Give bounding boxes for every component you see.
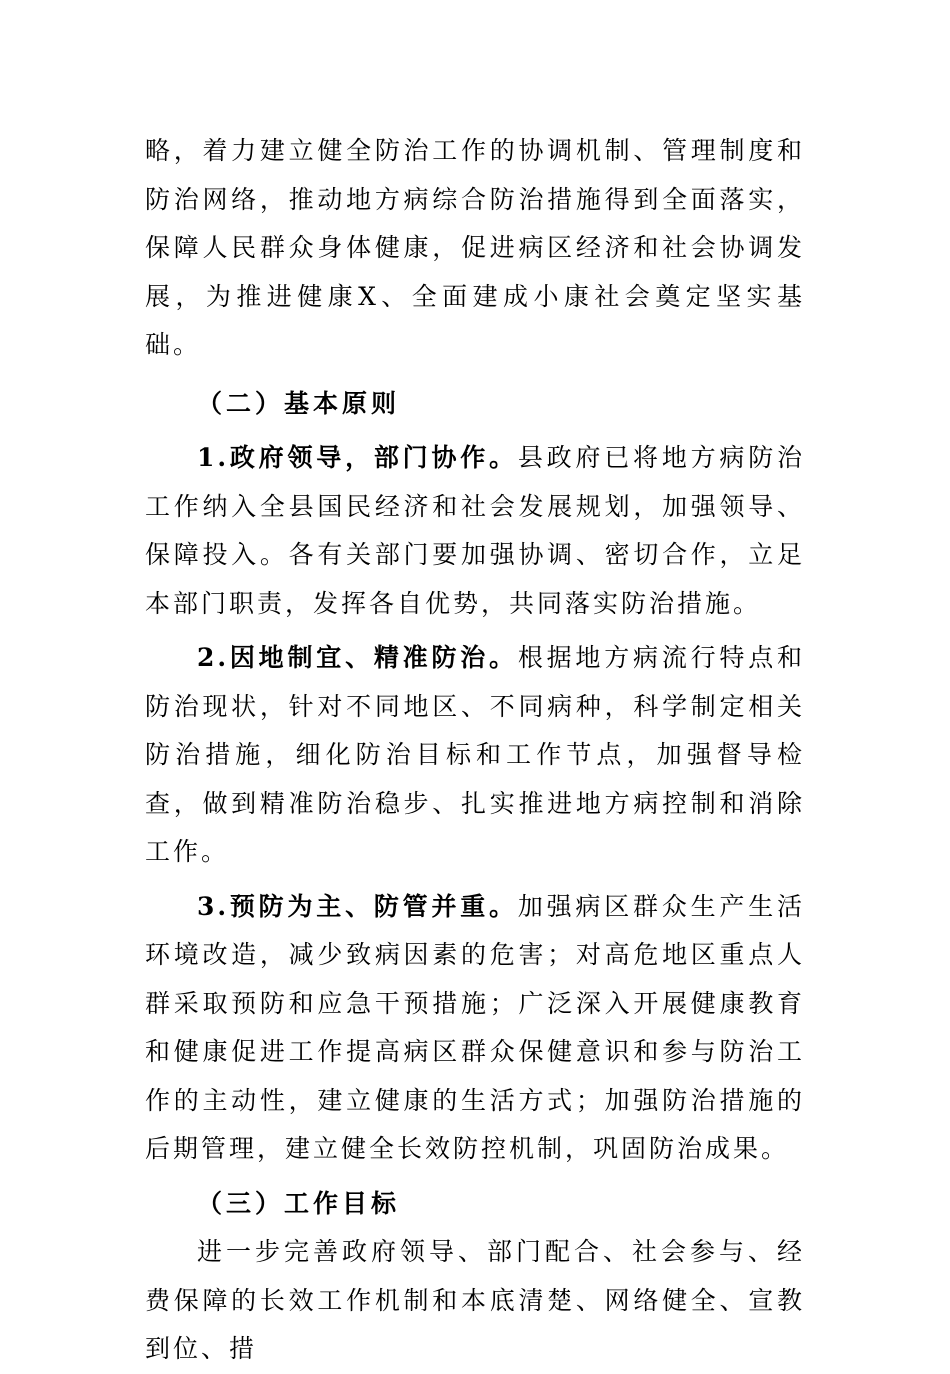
principle-3-title: 3.预防为主、防管并重。 (197, 891, 518, 921)
goals-paragraph: 进一步完善政府领导、部门配合、社会参与、经费保障的长效工作机制和本底清楚、网络健全、宣教到位、措 (145, 1237, 805, 1363)
principle-item-3 (145, 883, 805, 1174)
principle-1-text: 县政府已将地方病防治工作纳入全县国民经济和社会发展规划，加强领导、保障投入。各有关部门要加强协调、密切合作，立足本部门职责，发挥各自优势，共同落实防治措施。 (145, 443, 805, 618)
principle-2-title: 2.因地制宜、精准防治。 (197, 643, 518, 672)
principle-1-title: 1.政府领导，部门协作。 (197, 443, 518, 472)
principle-item-2 (145, 634, 805, 877)
section-heading-goals: （三）工作目标 (197, 1188, 401, 1218)
section-heading-principles: （二）基本原则 (197, 388, 401, 418)
intro-paragraph: 略，着力建立健全防治工作的协调机制、管理制度和防治网络，推动地方病综合防治措施得到全面落实，保障人民群众身体健康，促进病区经济和社会协调发展，为推进健康X、全面建成小康社会奠定坚实基础。 (145, 136, 805, 359)
principle-item-1 (145, 434, 805, 628)
document-body (145, 127, 805, 1374)
principle-2-text: 根据地方病流行特点和防治现状，针对不同地区、不同病种，科学制定相关防治措施，细化防治目标和工作节点，加强督导检查，做到精准防治稳步、扎实推进地方病控制和消除工作。 (145, 643, 805, 866)
principle-3-text: 加强病区群众生产生活环境改造，减少致病因素的危害；对高危地区重点人群采取预防和应急干预措施；广泛深入开展健康教育和健康促进工作提高病区群众保健意识和参与防治工作的主动性，建立健康的生活方式；加强防治措施的后期管理，建立健全长效防控机制，巩固防治成果。 (145, 891, 805, 1163)
